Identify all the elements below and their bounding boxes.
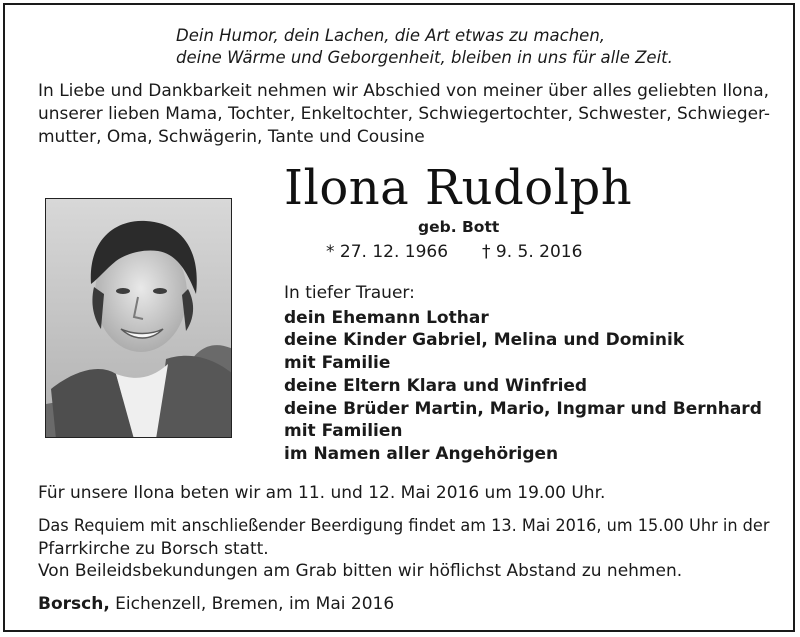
intro-line-1: In Liebe und Dankbarkeit nehmen wir Abschied von meiner über alles geliebten Ilona, (38, 81, 770, 101)
intro-line-3: mutter, Oma, Schwägerin, Tante und Cousine (38, 127, 425, 147)
mourner-line: im Namen aller Angehörigen (284, 444, 559, 464)
mourner-line: deine Eltern Klara und Winfried (284, 376, 588, 396)
requiem-notice-line-2: Pfarrkirche zu Borsch statt. (38, 539, 269, 559)
place-date-line (38, 594, 394, 614)
portrait-photo (45, 198, 232, 438)
death-date: † 9. 5. 2016 (482, 242, 583, 262)
place-bold: Borsch, (38, 594, 110, 614)
condolence-notice: Von Beileidsbekundungen am Grab bitten wir höflichst Abstand zu nehmen. (38, 561, 683, 581)
mourner-line: deine Brüder Martin, Mario, Ingmar und Bernhard (284, 399, 762, 419)
requiem-notice-line-1: Das Requiem mit anschließender Beerdigung findet am 13. Mai 2016, um 15.00 Uhr in der (38, 516, 770, 536)
portrait-illustration (46, 199, 232, 438)
maiden-name: geb. Bott (418, 218, 500, 236)
mourner-line: mit Familie (284, 353, 391, 373)
poem-line-2: deine Wärme und Geborgenheit, bleiben in uns für alle Zeit. (176, 48, 673, 67)
mourner-line: dein Ehemann Lothar (284, 308, 489, 328)
place-rest: Eichenzell, Bremen, im Mai 2016 (109, 594, 395, 614)
deceased-name: Ilona Rudolph (284, 160, 633, 216)
mourners-heading: In tiefer Trauer: (284, 283, 415, 303)
prayer-notice: Für unsere Ilona beten wir am 11. und 12. Mai 2016 um 19.00 Uhr. (38, 483, 606, 503)
mourner-line: deine Kinder Gabriel, Melina und Dominik (284, 330, 685, 350)
poem-line-1: Dein Humor, dein Lachen, die Art etwas zu machen, (176, 26, 606, 45)
mourner-line: mit Familien (284, 421, 403, 441)
birth-date: * 27. 12. 1966 (326, 242, 449, 262)
intro-line-2: unserer lieben Mama, Tochter, Enkeltochter, Schwiegertochter, Schwester, Schwieger- (38, 104, 771, 124)
